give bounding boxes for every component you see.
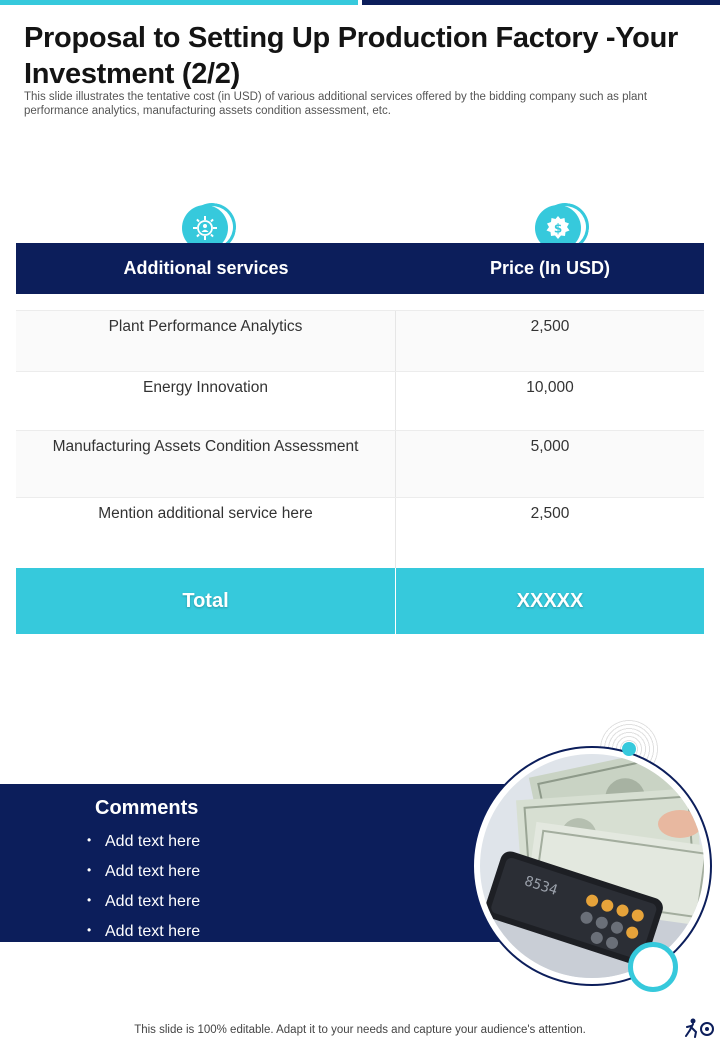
top-accent-bar-navy bbox=[362, 0, 720, 5]
page-subtitle: This slide illustrates the tentative cost (in USD) of various additional services offered by the bidding company such as plant performance analytics, manufacturing assets condition assessment, etc. bbox=[24, 91, 648, 117]
service-cell: Mention additional service here bbox=[16, 498, 396, 568]
total-label: Total bbox=[16, 568, 395, 634]
list-item: • Add text here bbox=[87, 886, 200, 916]
comments-list bbox=[87, 826, 200, 946]
table-row bbox=[16, 498, 704, 568]
service-cell: Manufacturing Assets Condition Assessment bbox=[16, 431, 396, 497]
price-cell: 5,000 bbox=[530, 438, 570, 455]
svg-text:8534: 8534 bbox=[522, 873, 560, 899]
svg-text:$: $ bbox=[553, 221, 563, 236]
service-cell: Plant Performance Analytics bbox=[16, 311, 396, 371]
footer-note: This slide is 100% editable. Adapt it to your needs and capture your audience's attention. bbox=[134, 1024, 586, 1036]
total-value: XXXXX bbox=[396, 568, 704, 634]
price-cell: 2,500 bbox=[530, 318, 570, 335]
list-item: • Add text here bbox=[87, 916, 200, 946]
price-cell: 2,500 bbox=[530, 505, 570, 522]
accent-ring bbox=[628, 942, 678, 992]
table-row bbox=[16, 372, 704, 430]
brand-logo-icon bbox=[684, 1018, 716, 1038]
service-cell: Energy Innovation bbox=[16, 372, 396, 430]
total-row bbox=[16, 568, 704, 634]
money-calculator-photo bbox=[480, 754, 704, 978]
price-cell: 10,000 bbox=[526, 379, 574, 396]
list-item: • Add text here bbox=[87, 826, 200, 856]
comments-title: Comments bbox=[95, 797, 199, 819]
header-price: Price (In USD) bbox=[489, 258, 611, 278]
table-row bbox=[16, 310, 704, 372]
list-item: • Add text here bbox=[87, 856, 200, 886]
header-services: Additional services bbox=[123, 258, 289, 278]
accent-dot bbox=[622, 742, 636, 756]
table-header bbox=[16, 243, 704, 294]
page-title: Proposal to Setting Up Production Factory -Your Investment (2/2) bbox=[24, 22, 678, 90]
table-row bbox=[16, 430, 704, 498]
top-accent-bar-cyan bbox=[0, 0, 358, 5]
